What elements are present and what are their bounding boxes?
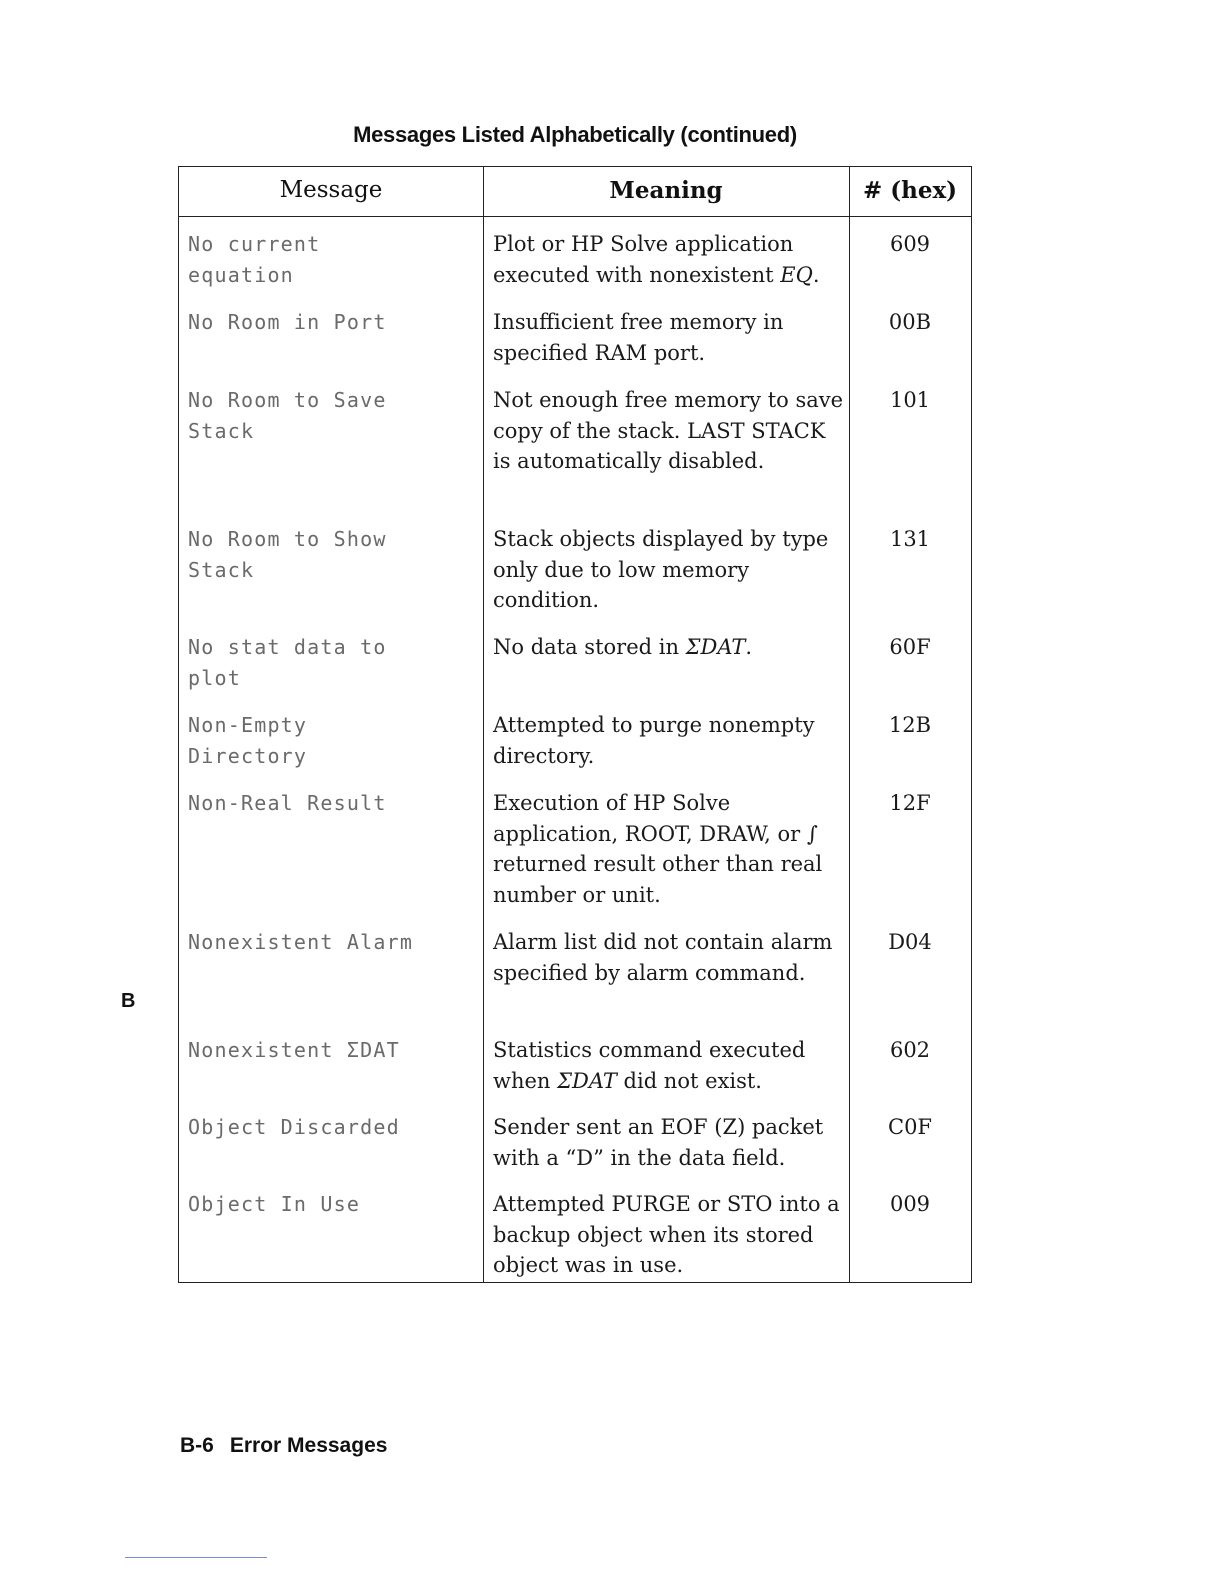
message-cell: No current equation [188, 232, 321, 287]
meaning-cell: No data stored in ΣDAT. [493, 635, 753, 659]
column-divider [483, 167, 484, 1282]
hex-cell: 609 [889, 232, 931, 256]
hex-cell: 009 [889, 1192, 931, 1216]
meaning-cell: Not enough free memory to save copy of the stack. LAST STACK is automatically disabled. [493, 388, 844, 474]
hex-cell: 602 [889, 1038, 931, 1062]
message-cell: Nonexistent ΣDAT [188, 1038, 400, 1062]
header-divider [179, 216, 971, 217]
page-number: B-6 [180, 1434, 214, 1457]
message-cell: No Room in Port [188, 310, 387, 334]
message-cell: Nonexistent Alarm [188, 930, 414, 954]
meaning-cell: Alarm list did not contain alarm specified by alarm command. [493, 930, 833, 985]
section-name: Error Messages [229, 1434, 388, 1457]
section-tab-marker: B [121, 990, 136, 1012]
header-hex: # (hex) [862, 177, 958, 204]
meaning-cell: Insufficient free memory in specified RAM port. [493, 310, 784, 365]
meaning-cell: Execution of HP Solve application, ROOT, DRAW, or ∫ returned result other than real number or unit. [493, 791, 823, 908]
header-message: Message [279, 177, 383, 203]
message-cell: Non-Empty Directory [188, 713, 308, 768]
message-cell: No Room to Show Stack [188, 527, 387, 582]
hex-cell: 00B [888, 310, 932, 334]
hex-cell: C0F [888, 1115, 932, 1139]
hex-cell: 12F [889, 791, 931, 815]
message-cell: No Room to Save Stack [188, 388, 387, 443]
meaning-cell: Attempted PURGE or STO into a backup object when its stored object was in use. [493, 1192, 840, 1278]
page-footer [180, 1434, 387, 1458]
header-meaning: Meaning [609, 177, 723, 204]
meaning-cell: Statistics command executed when ΣDAT did not exist. [493, 1038, 806, 1093]
footer-rule [125, 1557, 267, 1558]
message-cell: Non-Real Result [188, 791, 387, 815]
meaning-cell: Attempted to purge nonempty directory. [493, 713, 815, 768]
hex-cell: 101 [889, 388, 931, 412]
meaning-cell: Sender sent an EOF (Z) packet with a “D” in the data field. [493, 1115, 824, 1170]
messages-table [178, 166, 972, 1283]
page-title: Messages Listed Alphabetically (continued) [353, 122, 797, 147]
meaning-cell: Stack objects displayed by type only due to low memory condition. [493, 527, 829, 613]
message-cell: Object In Use [188, 1192, 361, 1216]
hex-cell: 60F [889, 635, 931, 659]
message-cell: Object Discarded [188, 1115, 400, 1139]
hex-cell: 12B [888, 713, 932, 737]
message-cell: No stat data to plot [188, 635, 387, 690]
meaning-cell: Plot or HP Solve application executed with nonexistent EQ. [493, 232, 820, 287]
hex-cell: D04 [888, 930, 932, 954]
hex-cell: 131 [889, 527, 931, 551]
